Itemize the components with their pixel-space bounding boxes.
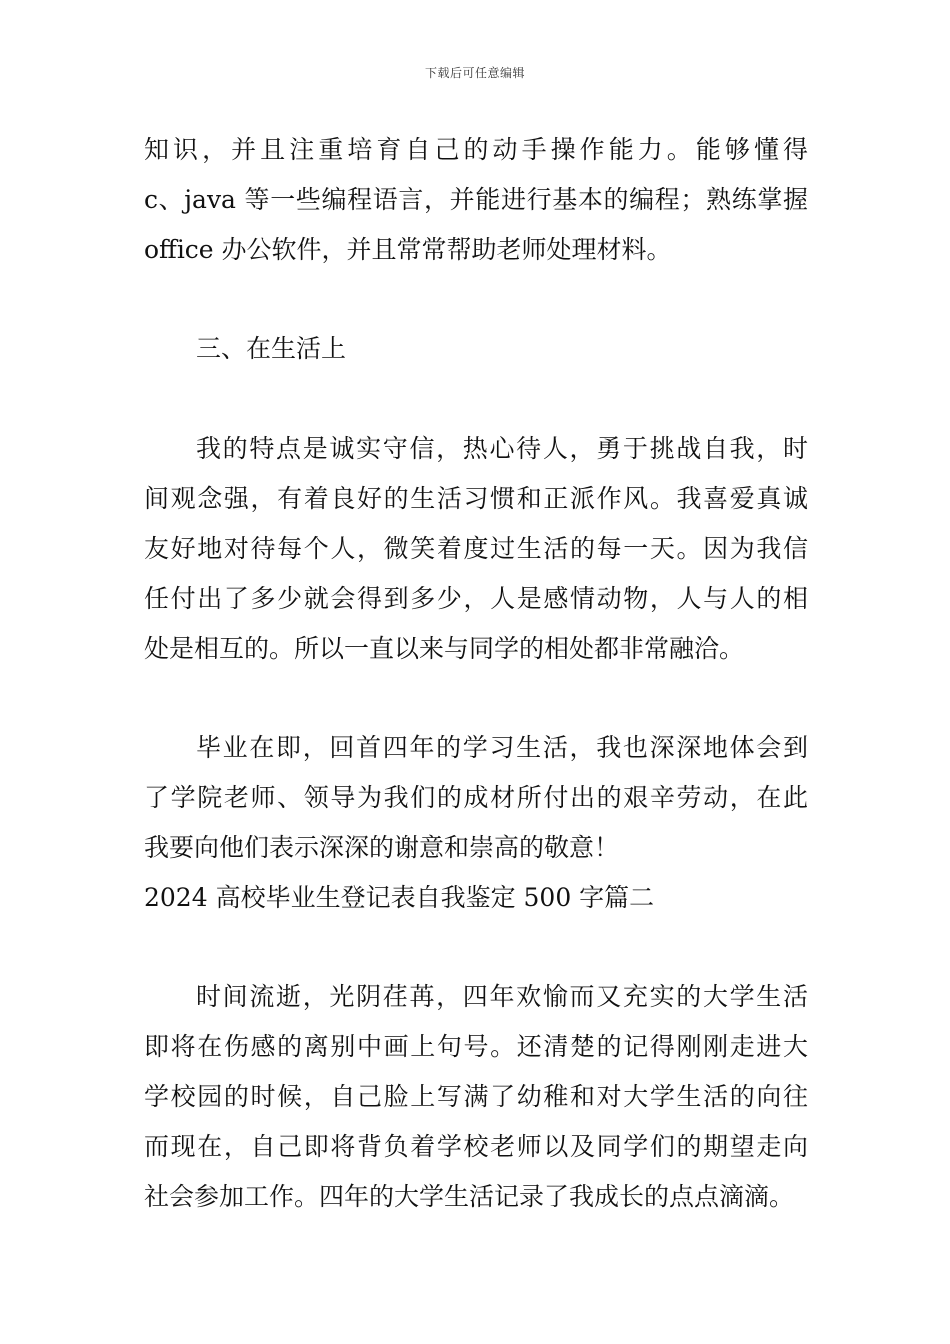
paragraph-skills (144, 125, 808, 275)
text-line: 知识，并且注重培育自己的动手操作能力。能够懂得 (144, 135, 808, 164)
text-line: 我要向他们表示深深的谢意和崇高的敬意！ (144, 833, 620, 862)
text-line: 时间流逝，光阴荏苒，四年欢愉而又充实的大学生活 (196, 982, 808, 1011)
text-line: c、java 等一些编程语言，并能进行基本的编程；熟练掌握 (144, 185, 808, 214)
text-line: 任付出了多少就会得到多少，人是感情动物，人与人的相 (144, 584, 808, 613)
text-line: 友好地对待每个人，微笑着度过生活的每一天。因为我信 (144, 534, 808, 563)
text-line: 而现在，自己即将背负着学校老师以及同学们的期望走向 (144, 1132, 808, 1161)
section-heading-text: 三、在生活上 (196, 334, 347, 363)
text-line: 处是相互的。所以一直以来与同学的相处都非常融洽。 (144, 634, 745, 663)
paragraph-life (144, 424, 808, 674)
section-heading (144, 324, 808, 374)
text-line: 学校园的时候，自己脸上写满了幼稚和对大学生活的向往 (144, 1082, 808, 1111)
text-line: 了学院老师、领导为我们的成材所付出的艰辛劳动，在此 (144, 783, 808, 812)
page-header: 下载后可任意编辑 (424, 66, 525, 80)
article-title (144, 873, 808, 923)
text-line: office 办公软件，并且常常帮助老师处理材料。 (144, 235, 672, 264)
article-title-text: 2024 高校毕业生登记表自我鉴定 500 字篇二 (144, 883, 655, 912)
text-line: 即将在伤感的离别中画上句号。还清楚的记得刚刚走进大 (144, 1032, 808, 1061)
text-line: 毕业在即，回首四年的学习生活，我也深深地体会到 (196, 733, 808, 762)
paragraph-time (144, 972, 808, 1222)
text-line: 社会参加工作。四年的大学生活记录了我成长的点点滴滴。 (144, 1182, 795, 1211)
text-line: 我的特点是诚实守信，热心待人，勇于挑战自我，时 (196, 434, 808, 463)
paragraph-graduation (144, 723, 808, 873)
text-line: 间观念强，有着良好的生活习惯和正派作风。我喜爱真诚 (144, 484, 808, 513)
